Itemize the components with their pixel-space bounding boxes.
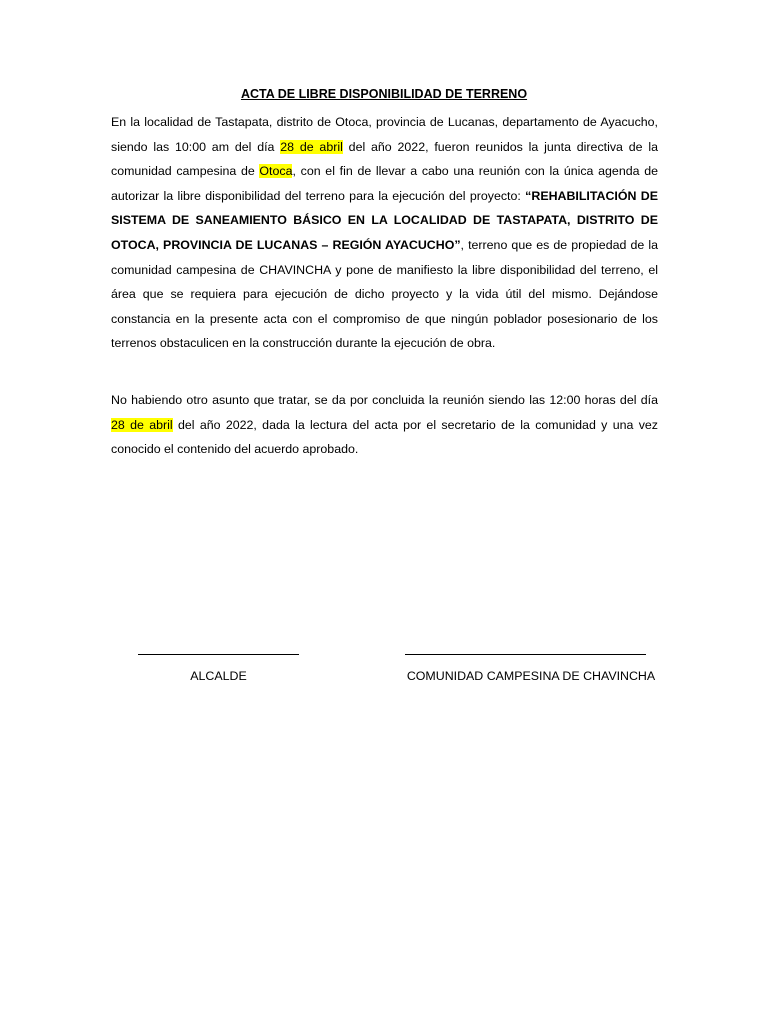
project-name: “REHABILITACIÓN DE SISTEMA DE SANEAMIENTO BÁSICO EN LA LOCALIDAD DE TASTAPATA, DISTRITO DE OTOCA, PROVINCIA DE LUCANAS – REGIÓN AYACUCHO” [111,188,659,252]
highlighted-community: Otoca [259,164,293,179]
paragraph-meeting-text [111,110,658,356]
paragraph-meeting [111,110,658,356]
paragraph-closing-text-2: del año 2022, dada la lectura del acta por el secretario de la comunidad y una vez conocido el contenido del acuerdo aprobado. [111,417,658,457]
paragraph-meeting-text-1: En la localidad de Tastapata, distrito de Otoca, provincia de Lucanas, departamento de Ayacucho, siendo las 10:00 am del día [111,115,658,154]
paragraph-closing-text-1: No habiendo otro asunto que tratar, se da por concluida la reunión siendo las 12:00 horas del día [111,393,658,407]
highlighted-date: 28 de abril [280,139,343,154]
paragraph-meeting-text-2: del año 2022, fueron reunidos la junta directiva de la comunidad campesina de [111,139,658,179]
highlighted-date-closing: 28 de abril [111,417,173,432]
document-title: ACTA DE LIBRE DISPONIBILIDAD DE TERRENO [240,87,528,101]
signature-line-alcalde [138,654,299,655]
signature-label-alcalde: ALCALDE [190,669,247,683]
paragraph-closing [111,388,658,462]
signature-label-comunidad: COMUNIDAD CAMPESINA DE CHAVINCHA [406,669,656,683]
paragraph-closing-text [111,388,658,462]
paragraph-meeting-text-3: , con el fin de llevar a cabo una reunión con la única agenda de autorizar la libre disponibilidad del terreno para la ejecución del proyecto: [111,164,658,203]
paragraph-meeting-text-4: , terreno que es de propiedad de la comunidad campesina de CHAVINCHA y pone de manifiesto la libre disponibilidad del terreno, el área que se requiera para ejecución de dicho proyecto y la vida útil del mismo. Dejándose constancia en la presente acta con el compromiso de que ningún poblador posesionario de los terrenos obstaculicen en la construcción durante la ejecución de obra. [111,237,658,351]
signature-line-comunidad [405,654,646,655]
